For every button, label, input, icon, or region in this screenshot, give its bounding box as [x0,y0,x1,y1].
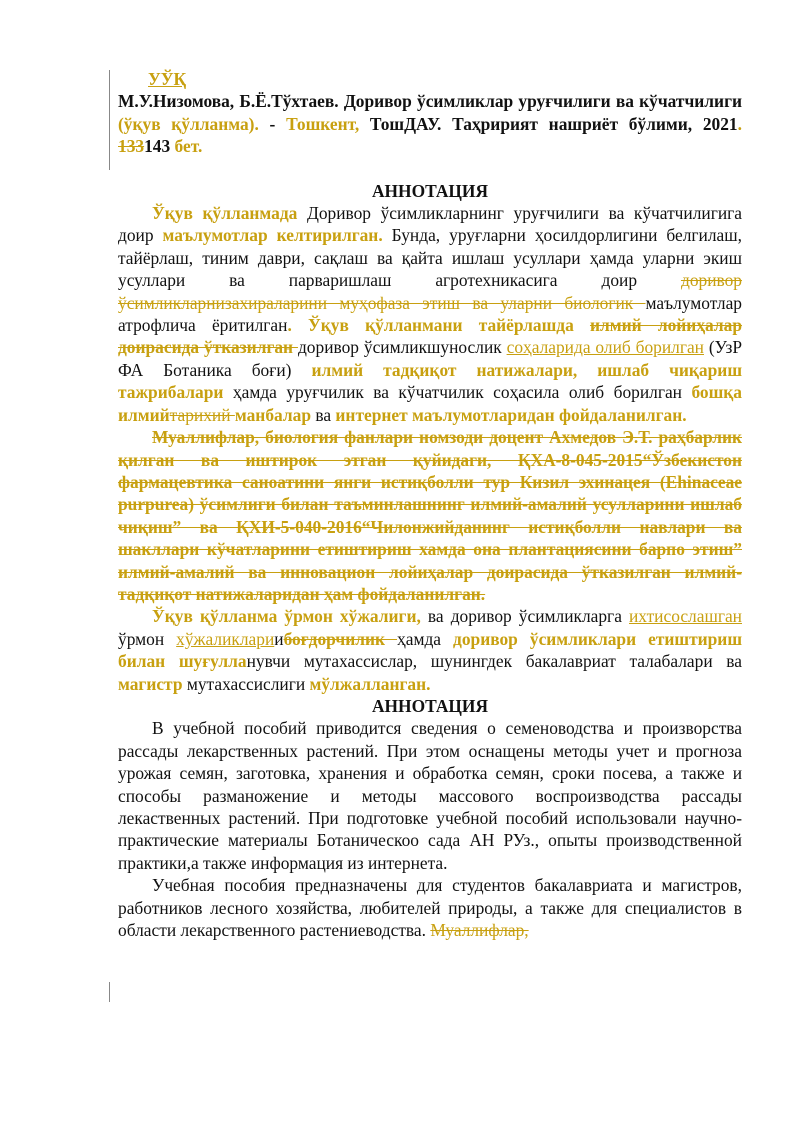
ref-title: Доривор ўсимликлар уруғчилиги ва кўчатчилиги [343,91,742,112]
ref-authors: М.У.Низомова, Б.Ё.Тўхтаев. [118,91,339,112]
text-run-ins: . [287,315,292,336]
text-run-ins: Ўқув қўлланмани тайёрлашда [308,315,590,336]
text-run: и [274,628,284,649]
text-run-insu: хўжаликлари [176,628,275,649]
text-run-del: доривор ўсимликларнизахираларини муҳофаза этиш ва уларни биологик [118,270,742,313]
ref-inserted-pages-unit: бет. [170,136,203,157]
bibliographic-reference [118,90,742,157]
ru-annotation-heading: АННОТАЦИЯ [371,695,489,716]
text-run-ins: доривор ўсимликлари етиштириш билан шуғулла [118,628,743,672]
change-bar [109,70,110,170]
text-run: мутахассислиги [182,673,310,694]
ref-pages: 143 [144,136,171,157]
text-run: ва [311,404,336,425]
text-run-del: тарихий [169,404,235,425]
ref-inserted-city: Тошкент, [286,113,360,134]
ru-deleted-tail: Муаллифлар, [430,920,529,941]
ru-paragraph-2-text: Учебная пособия предназначены для студентов бакалавриата и магистров, работников лесного хозяйства, любителей природы, а также для специалистов в области лекарственного растениеводства. [118,875,742,941]
text-run-ins: илмий тадқиқот натижалари, ишлаб чиқариш тажрибалари [118,359,742,403]
text-run: Доривор ўсимликларнинг уруғчилиги ва кўчатчилигига доир [118,203,743,246]
text-run-delb: боғдорчилик [283,628,398,649]
ref-inserted-type: (ўқув қўлланма). [118,113,259,134]
ref-separator: - [258,113,276,134]
udk-code: УЎҚ [148,69,187,89]
text-run: ва доривор ўсимликларга [420,606,629,627]
text-run: ҳамда [397,628,454,649]
text-run-delb: илмий лойиҳалар доирасида ўтказилган [118,315,742,358]
ru-paragraph-2 [118,874,742,941]
uz-annotation-heading: АННОТАЦИЯ [371,180,489,201]
text-run-ins: бошқа илмий [118,382,742,425]
text-run-ins: магистр [118,673,183,694]
text-run-ins: Ўқув қўлланма ўрмон хўжалиги, [152,606,421,627]
uz-paragraph-3 [118,605,742,695]
text-run-delb: Муаллифлар, биология фанлари номзоди доцент Ахмедов Э.Т. раҳбарлик қилган ва иштирок этган қуйидаги, ҚХА-8-045-2015“Ўзбекистон фармацевтика саноатини янги истиқболли тур Кизил эхинацея (Ehinaceae purpurea) ўсимлиги билан таъминлашнинг илмий-амалий усулларини ишлаб чиқиш” ва ҚХИ-5-040-2016“Чилонжийданинг истиқболли навлари ва шакллари кўчатларини етиштириш хамда она плантациясини барпо этиш” илмий-амалий ва инновацион лойиҳалар доирасида ўтказилган илмий-тадқиқот натижаларидан ҳам фойдаланилган. [118,427,742,604]
text-run-insu: соҳаларида олиб борилган [506,337,704,358]
text-run-ins: интернет маълумотларидан фойдаланилган. [335,404,687,425]
text-run-ins: мўлжалланган. [309,673,431,694]
uz-paragraph-1 [118,202,742,426]
text-run-ins: Ўқув қўлланмада [152,203,298,224]
ref-deleted-pages: 133 [118,136,145,157]
text-run-ins: маълумотлар келтирилган. [162,225,383,246]
text-run-ins: манбалар [234,404,311,425]
text-run: нувчи мутахассислар, шунингдек бакалавриат талабалари ва [246,651,742,672]
text-run: ҳамда уруғчилик ва кўчатчилик соҳасила олиб борилган [223,382,692,403]
text-run: (УзР ФА Ботаника боғи) [118,337,743,380]
ref-inserted-dot: . [737,113,742,134]
text-run: ўрмон [118,628,177,649]
document-page [118,68,742,941]
uz-paragraph-2 [118,426,742,605]
change-bar [109,982,110,1002]
text-run-insu: ихтисослашган [629,606,742,627]
text-run: Бунда, уруғларни ҳосилдорлигини белгилаш, тайёрлаш, тиним даври, сақлаш ва қайта ишлаш усуллари ҳамда уларни экиш усуллари ва парваришлаш агротехникасига доир [118,225,742,291]
text-run [292,315,308,335]
udk-line [118,68,742,90]
text-run: доривор ўсимликшунослик [297,337,507,358]
ru-paragraph-1: В учебной пособий приводится сведения о семеноводства и произворства рассады лекарственных растений. При этом оснащены методы учет и прогноза урожая семян, заготовка, хранения и обработка семян, сроки посева, а также и способы разманожение и методы массового воспроизводства рассады лекаственных растений. При подготовке учебной пособий использовали научно-практические материалы Ботаническоо сада АН РУз., опыты производственной практики,а также информация из интернета. [118,718,742,873]
ref-publisher: ТошДАУ. Таҳририят нашриёт бўлими, 2021 [359,113,738,134]
text-run: маълумотлар атрофлича ёритилган [118,292,742,336]
